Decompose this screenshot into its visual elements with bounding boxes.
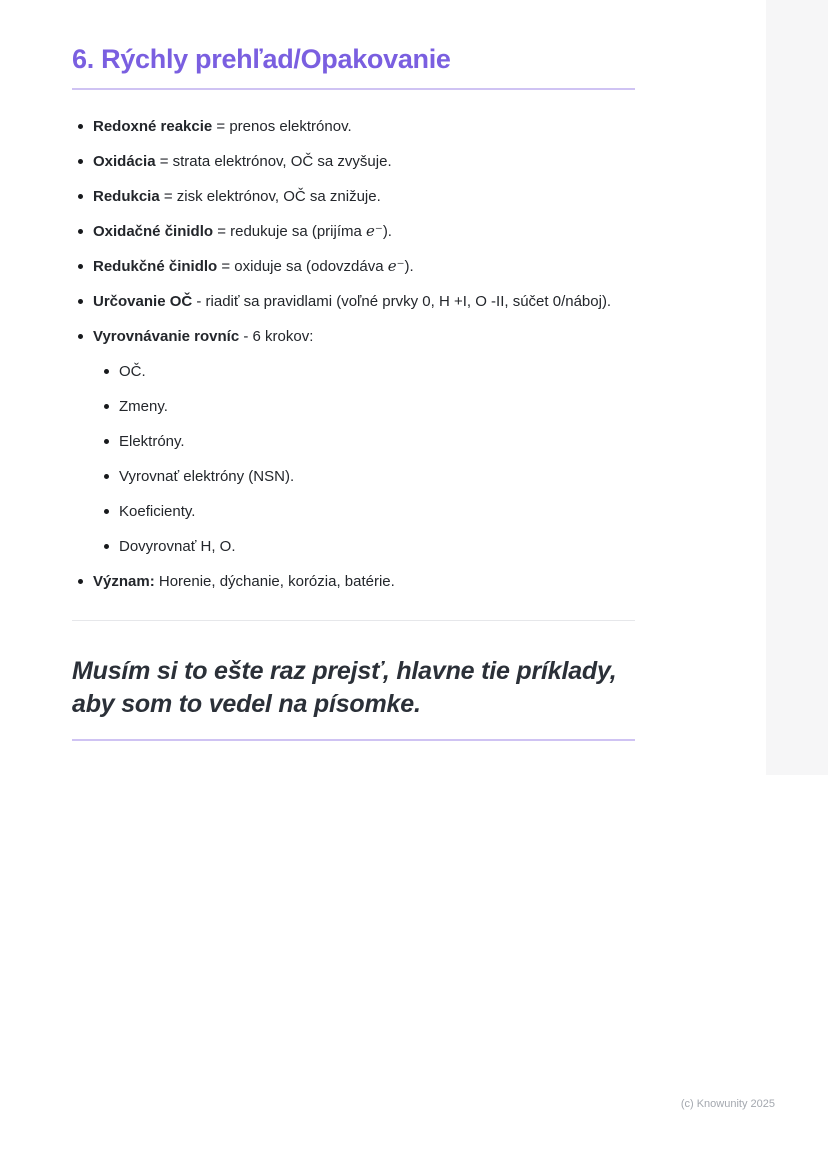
body-text: = strata elektrónov, OČ sa zvyšuje. bbox=[155, 153, 392, 170]
bullet-icon bbox=[78, 264, 83, 269]
term-text: Redukcia bbox=[93, 188, 160, 205]
list-item-text bbox=[119, 464, 294, 489]
term-text: Oxidácia bbox=[93, 153, 156, 170]
list-item-text bbox=[93, 184, 381, 209]
body-text: ). bbox=[382, 223, 392, 240]
list-item bbox=[98, 359, 635, 384]
page-content bbox=[72, 42, 635, 741]
body-text: - riadiť sa pravidlami (voľné prvky 0, H +I, O -II, súčet 0/náboj). bbox=[192, 293, 612, 310]
body-text: Elektróny. bbox=[119, 433, 185, 450]
list-item-text bbox=[119, 534, 236, 559]
list-item-text bbox=[93, 289, 611, 314]
list-item bbox=[98, 534, 635, 559]
term-text: Určovanie OČ bbox=[93, 293, 193, 310]
bullet-icon bbox=[104, 544, 109, 549]
body-text: OČ. bbox=[119, 363, 146, 380]
list-item bbox=[72, 184, 635, 209]
list-item-text bbox=[119, 359, 146, 384]
bullet-icon bbox=[78, 299, 83, 304]
bullet-icon bbox=[78, 194, 83, 199]
list-item bbox=[98, 394, 635, 419]
body-text: Dovyrovnať H, O. bbox=[119, 538, 236, 555]
term-text: Oxidačné činidlo bbox=[93, 223, 214, 240]
section-divider bbox=[72, 620, 635, 621]
bullet-icon bbox=[78, 159, 83, 164]
list-item bbox=[98, 499, 635, 524]
section-heading: 6. Rýchly prehľad/Opakovanie bbox=[72, 44, 451, 74]
heading-divider bbox=[72, 88, 635, 90]
bullet-icon bbox=[78, 124, 83, 129]
list-item-text bbox=[93, 219, 392, 244]
term-text: Vyrovnávanie rovníc bbox=[93, 328, 240, 345]
body-text: Horenie, dýchanie, korózia, batérie. bbox=[154, 573, 395, 590]
list-item bbox=[98, 464, 635, 489]
list-item-text bbox=[93, 114, 352, 139]
list-item bbox=[72, 324, 635, 349]
body-text: = redukuje sa (prijíma bbox=[213, 223, 367, 240]
bullet-icon bbox=[78, 334, 83, 339]
personal-note-quote: Musím si to ešte raz prejsť, hlavne tie príklady, aby som to vedel na písomke. bbox=[72, 657, 617, 718]
body-text: = prenos elektrónov. bbox=[212, 118, 352, 135]
term-text: Redoxné reakcie bbox=[93, 118, 213, 135]
bullet-icon bbox=[78, 229, 83, 234]
list-item bbox=[72, 289, 635, 314]
list-item-text bbox=[119, 499, 195, 524]
body-text: Zmeny. bbox=[119, 398, 168, 415]
body-text: ). bbox=[404, 258, 414, 275]
quote-divider bbox=[72, 739, 635, 741]
list-item-text bbox=[93, 149, 392, 174]
notes-list bbox=[72, 114, 635, 594]
math-symbol: e⁻ bbox=[387, 257, 405, 275]
body-text: Vyrovnať elektróny (NSN). bbox=[119, 468, 295, 485]
bullet-icon bbox=[104, 369, 109, 374]
bullet-icon bbox=[78, 579, 83, 584]
copyright-footer: (c) Knowunity 2025 bbox=[680, 1098, 775, 1110]
list-item-text bbox=[119, 429, 185, 454]
term-text: Význam: bbox=[93, 573, 155, 590]
list-item bbox=[72, 219, 635, 244]
body-text: = zisk elektrónov, OČ sa znižuje. bbox=[159, 188, 381, 205]
math-symbol: e⁻ bbox=[366, 222, 383, 240]
list-item bbox=[72, 254, 635, 279]
term-text: Redukčné činidlo bbox=[93, 258, 218, 275]
list-item-text bbox=[119, 394, 168, 419]
bullet-icon bbox=[104, 509, 109, 514]
body-text: = oxiduje sa (odovzdáva bbox=[217, 258, 388, 275]
list-item-text bbox=[93, 324, 313, 349]
body-text: - 6 krokov: bbox=[239, 328, 314, 345]
list-item bbox=[72, 569, 635, 594]
list-item-text bbox=[93, 569, 395, 594]
list-item bbox=[72, 149, 635, 174]
viewer-background bbox=[766, 0, 828, 775]
list-item-text bbox=[93, 254, 414, 279]
bullet-icon bbox=[104, 439, 109, 444]
bullet-icon bbox=[104, 404, 109, 409]
list-item bbox=[98, 429, 635, 454]
bullet-icon bbox=[104, 474, 109, 479]
body-text: Koeficienty. bbox=[119, 503, 196, 520]
list-item bbox=[72, 114, 635, 139]
notes-page bbox=[36, 0, 766, 775]
